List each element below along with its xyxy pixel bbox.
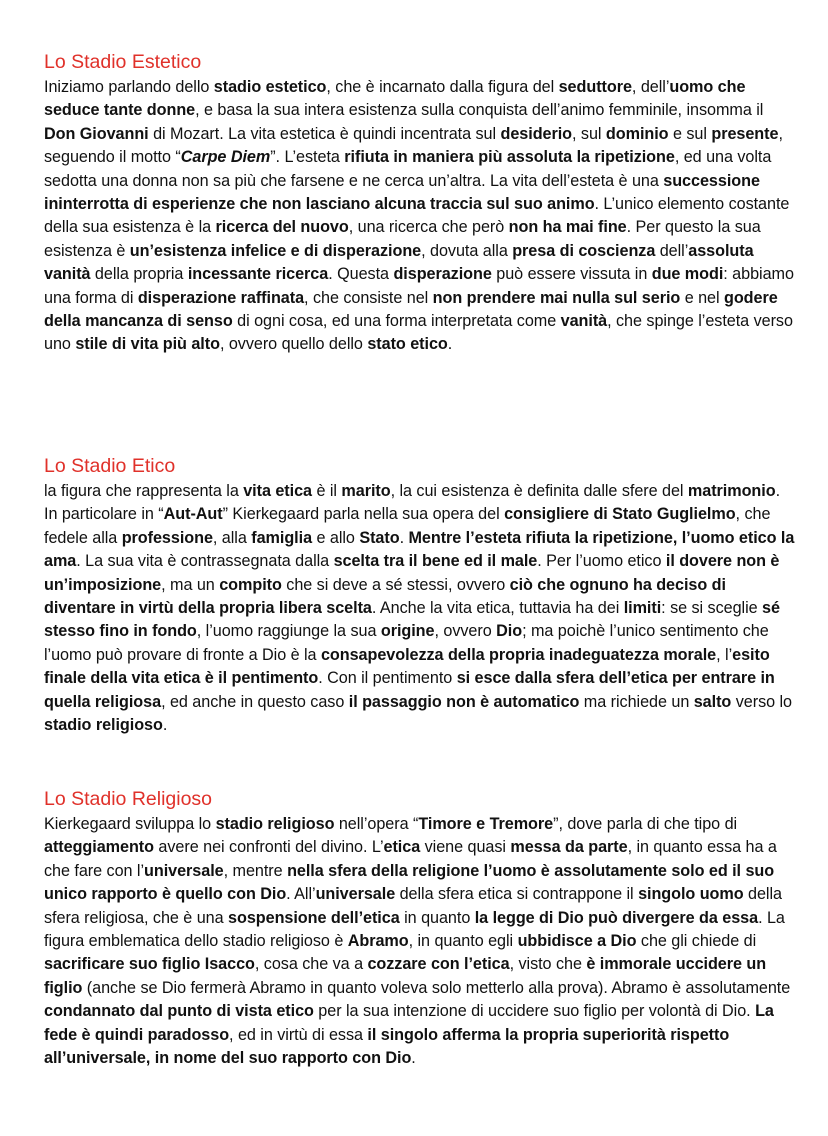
- emphasized-text: professione: [121, 528, 213, 547]
- text-run: . Con il pentimento: [318, 669, 457, 688]
- text-run: verso lo: [731, 692, 793, 711]
- text-run: . Per questo la sua esistenza è: [44, 218, 761, 260]
- emphasized-text: ubbidisce a Dio: [517, 932, 637, 951]
- section-stadio-religioso: [44, 786, 796, 1070]
- emphasized-text: salto: [693, 692, 732, 711]
- text-run: della propria: [90, 265, 188, 284]
- emphasized-text: il singolo afferma la propria superiorità rispetto all’universale, in nome del suo rapporto con Dio: [44, 1025, 730, 1068]
- text-run: , che consiste nel: [304, 288, 433, 307]
- text-run: .: [162, 716, 168, 735]
- text-run: : se si sceglie: [661, 599, 763, 618]
- text-run: . In particolare in “: [44, 482, 781, 524]
- emphasized-text: incessante ricerca: [187, 265, 329, 284]
- text-run: , cosa che va a: [254, 955, 368, 974]
- text-run: della sfera etica si contrappone il: [395, 885, 639, 904]
- emphasized-text: stadio religioso: [44, 716, 163, 735]
- text-run: , che fedele alla: [44, 505, 771, 547]
- text-run: viene quasi: [420, 838, 511, 857]
- text-run: ”. L’esteta: [270, 148, 345, 167]
- emphasized-text: Timore e Tremore: [418, 815, 554, 833]
- text-run: .: [447, 335, 453, 354]
- emphasized-text: uomo che seduce tante donne: [44, 78, 746, 120]
- emphasized-text: ricerca del nuovo: [215, 218, 349, 237]
- emphasized-text: non prendere mai nulla sul serio: [432, 288, 681, 307]
- emphasized-text: non ha mai fine: [508, 218, 627, 237]
- emphasized-text: famiglia: [251, 528, 313, 547]
- text-run: , in quanto essa ha a che fare con l’: [44, 838, 777, 880]
- emphasized-text: disperazione raffinata: [137, 288, 305, 307]
- emphasized-text: Stato: [359, 528, 400, 547]
- emphasized-text: messa da parte: [510, 838, 628, 857]
- text-run: Iniziamo parlando dello: [44, 78, 214, 96]
- text-run: , seguendo il motto “: [44, 124, 783, 167]
- text-run: per la sua intenzione di uccidere suo figlio per volontà di Dio.: [313, 1002, 756, 1021]
- emphasized-text: ciò che ognuno ha deciso di diventare in virtù della propria libera scelta: [44, 575, 726, 618]
- emphasized-text: singolo uomo: [638, 885, 744, 904]
- text-run: , l’: [716, 645, 733, 664]
- text-run: . L’unico elemento costante della sua esistenza è la: [44, 195, 790, 237]
- text-run: , ed una volta sedotta una donna non sa più che farsene e ne cerca un’altra. La vita dell’esteta è una: [44, 148, 772, 190]
- emphasized-text: assoluta vanità: [44, 241, 754, 284]
- emphasized-text: presente: [711, 124, 779, 143]
- text-run: di ogni cosa, ed una forma interpretata come: [232, 312, 561, 331]
- emphasized-text: desiderio: [500, 124, 573, 143]
- text-run: , ovvero: [434, 622, 497, 641]
- emphasized-text: etica: [383, 838, 421, 857]
- text-run: , e basa la sua intera esistenza sulla conquista dell’animo femminile, insomma il: [195, 101, 764, 120]
- emphasized-text: atteggiamento: [44, 838, 154, 857]
- emphasized-text: scelta tra il bene ed il male: [333, 552, 538, 571]
- text-run: (anche se Dio fermerà Abramo in quanto voleva solo metterlo alla prova). Abramo è assolutamente: [82, 978, 791, 997]
- emphasized-text: compito: [219, 575, 282, 594]
- emphasized-text: la legge di Dio può divergere da essa: [474, 908, 759, 927]
- text-run: : abbiamo una forma di: [44, 265, 794, 307]
- text-run: di Mozart. La vita estetica è quindi incentrata sul: [148, 124, 501, 143]
- text-run: ma richiede un: [579, 692, 694, 711]
- section-paragraph: [44, 76, 796, 357]
- emphasized-text: un’esistenza infelice e di disperazione: [129, 241, 422, 260]
- text-run: la figura che rappresenta la: [44, 482, 244, 500]
- emphasized-text: consigliere di Stato Guglielmo: [504, 505, 736, 524]
- text-run: può essere vissuta in: [491, 265, 652, 284]
- text-run: , ed in virtù di essa: [229, 1025, 368, 1044]
- text-run: , ma un: [161, 575, 220, 594]
- emphasized-text: stile di vita più alto: [75, 335, 220, 354]
- emphasized-text: dominio: [605, 124, 669, 143]
- text-run: della sfera religiosa, che è una: [44, 885, 782, 927]
- emphasized-text: il dovere non è un’imposizione: [44, 552, 780, 594]
- text-run: , che è incarnato dalla figura del: [326, 78, 559, 96]
- emphasized-text: godere della mancanza di senso: [44, 288, 778, 331]
- emphasized-text: Aut-Aut: [163, 505, 223, 524]
- emphasized-text: due modi: [651, 265, 724, 284]
- emphasized-text: rifiuta in maniera più assoluta la ripetizione: [344, 148, 675, 167]
- text-run: avere nei confronti del divino. L’: [153, 838, 384, 857]
- section-heading: Lo Stadio Estetico: [44, 51, 202, 73]
- text-run: in quanto: [399, 908, 475, 927]
- text-run: e nel: [680, 288, 724, 307]
- text-run: , in quanto egli: [408, 932, 518, 951]
- section-paragraph: [44, 480, 796, 737]
- text-run: .: [411, 1049, 416, 1068]
- text-run: . All’: [286, 885, 316, 904]
- emphasized-text: stadio religioso: [215, 815, 335, 833]
- emphasized-text: disperazione: [393, 265, 492, 284]
- emphasized-text: successione ininterrotta di esperienze che non lasciano alcuna traccia sul suo animo: [44, 171, 760, 214]
- text-run: dell’: [655, 241, 689, 260]
- emphasized-text: si esce dalla sfera dell’etica per entrare in quella religiosa: [44, 669, 775, 711]
- text-run: . La figura emblematica dello stadio religioso è: [44, 908, 785, 951]
- emphasized-text: universale: [144, 861, 224, 880]
- emphasized-text: cozzare con l’etica: [367, 955, 510, 974]
- emphasized-text: La fede è quindi paradosso: [44, 1002, 774, 1044]
- text-run: . Questa: [328, 265, 394, 284]
- section-heading: Lo Stadio Religioso: [44, 788, 213, 810]
- emphasized-text: Don Giovanni: [44, 124, 149, 143]
- text-run: , alla: [212, 528, 252, 547]
- section-stadio-etico: [44, 453, 796, 737]
- emphasized-text: vanità: [560, 312, 608, 331]
- emphasized-text: vita etica: [243, 482, 313, 500]
- section-paragraph: [44, 813, 796, 1070]
- emphasized-text: Mentre l’esteta rifiuta la ripetizione, l’uomo etico la ama: [44, 528, 795, 571]
- text-run: . La sua vita è contrassegnata dalla: [76, 552, 334, 571]
- text-run: ; ma poichè l’unico sentimento che l’uomo può provare di fronte a Dio è la: [44, 622, 769, 664]
- text-run: ” Kierkegaard parla nella sua opera del: [222, 505, 505, 524]
- emphasized-text: Carpe Diem: [180, 148, 271, 167]
- emphasized-text: marito: [341, 482, 391, 500]
- emphasized-text: stadio estetico: [213, 78, 327, 96]
- section-stadio-estetico: [44, 49, 796, 357]
- emphasized-text: limiti: [623, 599, 662, 618]
- text-run: nell’opera “: [334, 815, 419, 833]
- text-run: è il: [312, 482, 342, 500]
- section-heading: Lo Stadio Etico: [44, 455, 176, 477]
- emphasized-text: consapevolezza della propria inadeguatezza morale: [320, 645, 717, 664]
- text-run: , mentre: [223, 861, 288, 880]
- emphasized-text: sospensione dell’etica: [228, 908, 400, 927]
- emphasized-text: origine: [380, 622, 435, 641]
- emphasized-text: universale: [315, 885, 396, 904]
- text-run: , che spinge l’esteta verso uno: [44, 312, 793, 354]
- emphasized-text: seduttore: [558, 78, 632, 96]
- text-run: . Per l’uomo etico: [537, 552, 666, 571]
- emphasized-text: nella sfera della religione l’uomo è assolutamente solo ed il suo unico rapporto è quello con Dio: [44, 861, 775, 904]
- text-run: Kierkegaard sviluppa lo: [44, 815, 216, 833]
- emphasized-text: Abramo: [347, 932, 409, 951]
- text-run: e allo: [312, 528, 360, 547]
- text-run: , la cui esistenza è definita dalle sfere del: [390, 482, 688, 500]
- text-run: . Anche la vita etica, tuttavia ha dei: [371, 599, 624, 618]
- text-run: che gli chiede di: [636, 932, 757, 951]
- emphasized-text: sacrificare suo figlio Isacco: [44, 955, 255, 974]
- text-run: , dovuta alla: [421, 241, 513, 260]
- emphasized-text: sé stesso fino in fondo: [44, 599, 780, 641]
- text-run: , dell’: [631, 78, 670, 96]
- text-run: , visto che: [509, 955, 587, 974]
- emphasized-text: matrimonio: [687, 482, 776, 500]
- emphasized-text: stato etico: [367, 335, 448, 354]
- emphasized-text: il passaggio non è automatico: [348, 692, 580, 711]
- text-run: , sul: [572, 124, 606, 143]
- text-run: che si deve a sé stessi, ovvero: [281, 575, 510, 594]
- text-run: ”, dove parla di che tipo di: [553, 815, 738, 833]
- text-run: e sul: [668, 124, 712, 143]
- emphasized-text: condannato dal punto di vista etico: [44, 1002, 314, 1021]
- emphasized-text: esito finale della vita etica è il pentimento: [44, 645, 770, 688]
- emphasized-text: è immorale uccidere un figlio: [44, 955, 767, 997]
- text-run: .: [399, 528, 409, 547]
- text-run: , una ricerca che però: [348, 218, 509, 237]
- emphasized-text: Dio: [496, 622, 523, 641]
- emphasized-text: presa di coscienza: [512, 241, 656, 260]
- text-run: , ed anche in questo caso: [161, 692, 349, 711]
- text-run: , ovvero quello dello: [219, 335, 368, 354]
- text-run: , l’uomo raggiunge la sua: [196, 622, 381, 641]
